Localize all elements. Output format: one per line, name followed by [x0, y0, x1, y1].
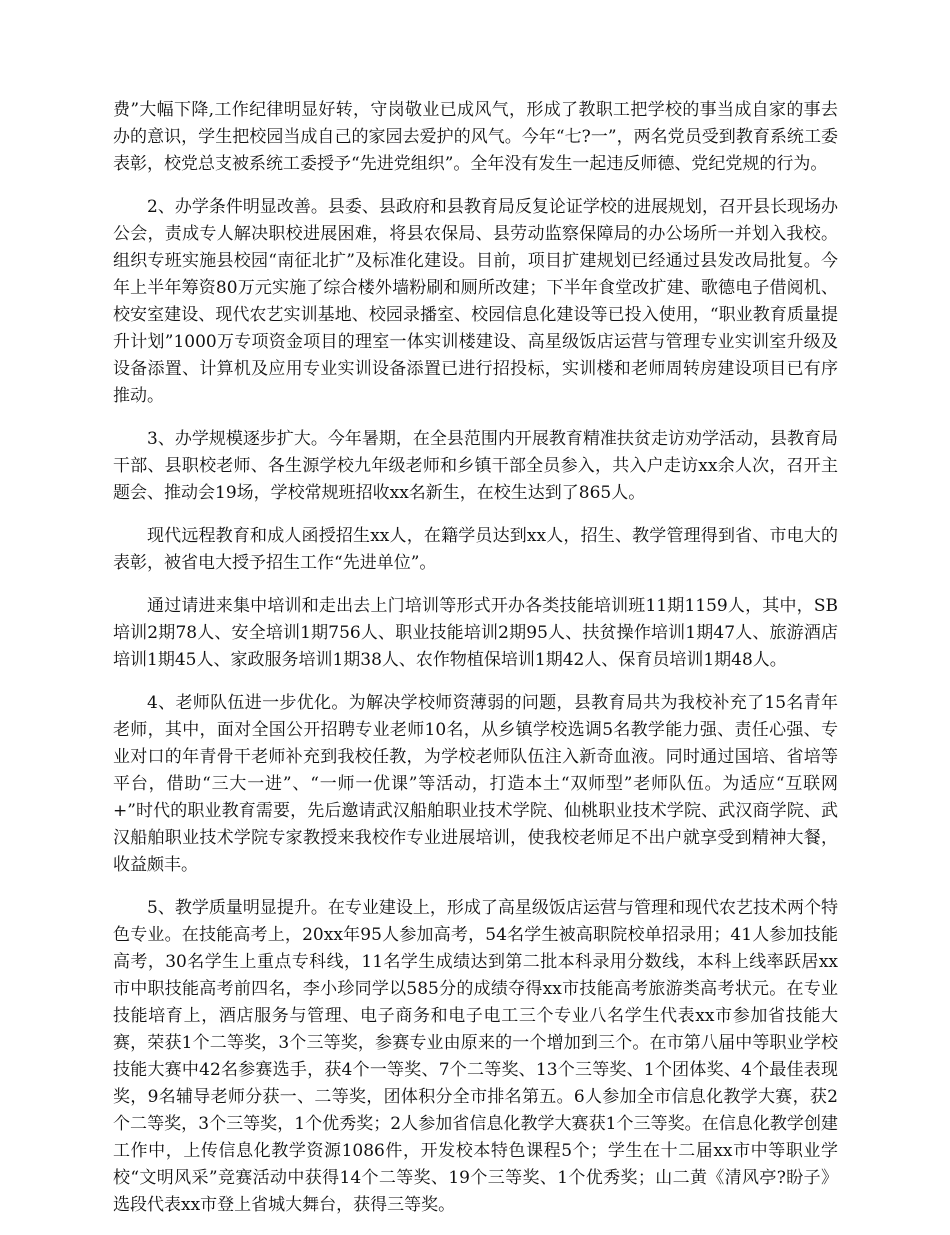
paragraph-school-scale: 3、办学规模逐步扩大。今年暑期，在全县范围内开展教育精准扶贫走访劝学活动，县教育局干部、县职校老师、各生源学校九年级老师和乡镇干部全员参入，共入户走访xx余人次，召开主题会、推动会19场，学校常规班招收xx名新生，在校生达到了865人。 — [113, 429, 838, 503]
paragraph-school-conditions: 2、办学条件明显改善。县委、县政府和县教育局反复论证学校的进展规划，召开县长现场办公会，责成专人解决职校进展困难，将县农保局、县劳动监察保障局的办公场所一并划入我校。组织专班实施县校园“南征北扩”及标准化建设。目前，项目扩建规划已经通过县发改局批复。今年上半年筹资80万元实施了综合楼外墙粉刷和厕所改建；下半年食堂改扩建、歌德电子借阅机、校安室建设、现代农艺实训基地、校园录播室、校园信息化建设等已投入使用，“职业教育质量提升计划”1000万专项资金项目的理室一体实训楼建设、高星级饭店运营与管理专业实训室升级及设备添置、计算机及应用专业实训设备添置已进行招投标，实训楼和老师周转房建设项目已有序推动。 — [113, 197, 838, 406]
paragraph-distance-education: 现代远程教育和成人函授招生xx人，在籍学员达到xx人，招生、教学管理得到省、市电大的表彰，被省电大授予招生工作“先进单位”。 — [113, 526, 838, 573]
paragraph-teaching-quality: 5、教学质量明显提升。在专业建设上，形成了高星级饭店运营与管理和现代农艺技术两个特色专业。在技能高考上，20xx年95人参加高考，54名学生被高职院校单招录用；41人参加技能高考，30名学生上重点专科线，11名学生成绩达到第二批本科录用分数线，本科上线率跃居xx市中职技能高考前四名，李小珍同学以585分的成绩夺得xx市技能高考旅游类高考状元。在专业技能培育上，酒店服务与管理、电子商务和电子电工三个专业八名学生代表xx市参加省技能大赛，荣获1个二等奖，3个三等奖，参赛专业由原来的一个增加到三个。在市第八届中等职业学校技能大赛中42名参赛选手，获4个一等奖、7个二等奖、13个三等奖、1个团体奖、4个最佳表现奖，9名辅导老师分获一、二等奖，团体积分全市排名第五。6人参加全市信息化教学大赛，获2个二等奖，3个三等奖，1个优秀奖；2人参加省信息化教学大赛获1个三等奖。在信息化教学创建工作中，上传信息化教学资源1086件，开发校本特色课程5个；学生在十二届xx市中等职业学校“文明风采”竞赛活动中获得14个二等奖、19个三等奖、1个优秀奖；山二黄《清风亭?盼子》选段代表xx市登上省城大舞台，获得三等奖。 — [113, 898, 838, 1215]
paragraph-continuation: 费”大幅下降,工作纪律明显好转，守岗敬业已成风气，形成了教职工把学校的事当成自家的事去办的意识，学生把校园当成自己的家园去爱护的风气。今年“七?一”，两名党员受到教育系统工委表彰，校党总支被系统工委授予“先进党组织”。全年没有发生一起违反师德、党纪党规的行为。 — [113, 100, 838, 174]
document-page — [113, 97, 838, 1235]
paragraph-teacher-team: 4、老师队伍进一步优化。为解决学校师资薄弱的问题，县教育局共为我校补充了15名青年老师，其中，面对全国公开招聘专业老师10名，从乡镇学校选调5名教学能力强、责任心强、专业对口的年青骨干老师补充到我校任教，为学校老师队伍注入新奇血液。同时通过国培、省培等平台，借助“三大一进”、“一师一优课”等活动，打造本土“双师型”老师队伍。为适应“互联网+”时代的职业教育需要，先后邀请武汉船舶职业技术学院、仙桃职业技术学院、武汉商学院、武汉船舶职业技术学院专家教授来我校作专业进展培训，使我校老师足不出户就享受到精神大餐，收益颇丰。 — [113, 693, 838, 875]
paragraph-skills-training: 通过请进来集中培训和走出去上门培训等形式开办各类技能培训班11期1159人，其中，SB培训2期78人、安全培训1期756人、职业技能培训2期95人、扶贫操作培训1期47人、旅游酒店培训1期45人、家政服务培训1期38人、农作物植保培训1期42人、保育员培训1期48人。 — [113, 596, 838, 670]
